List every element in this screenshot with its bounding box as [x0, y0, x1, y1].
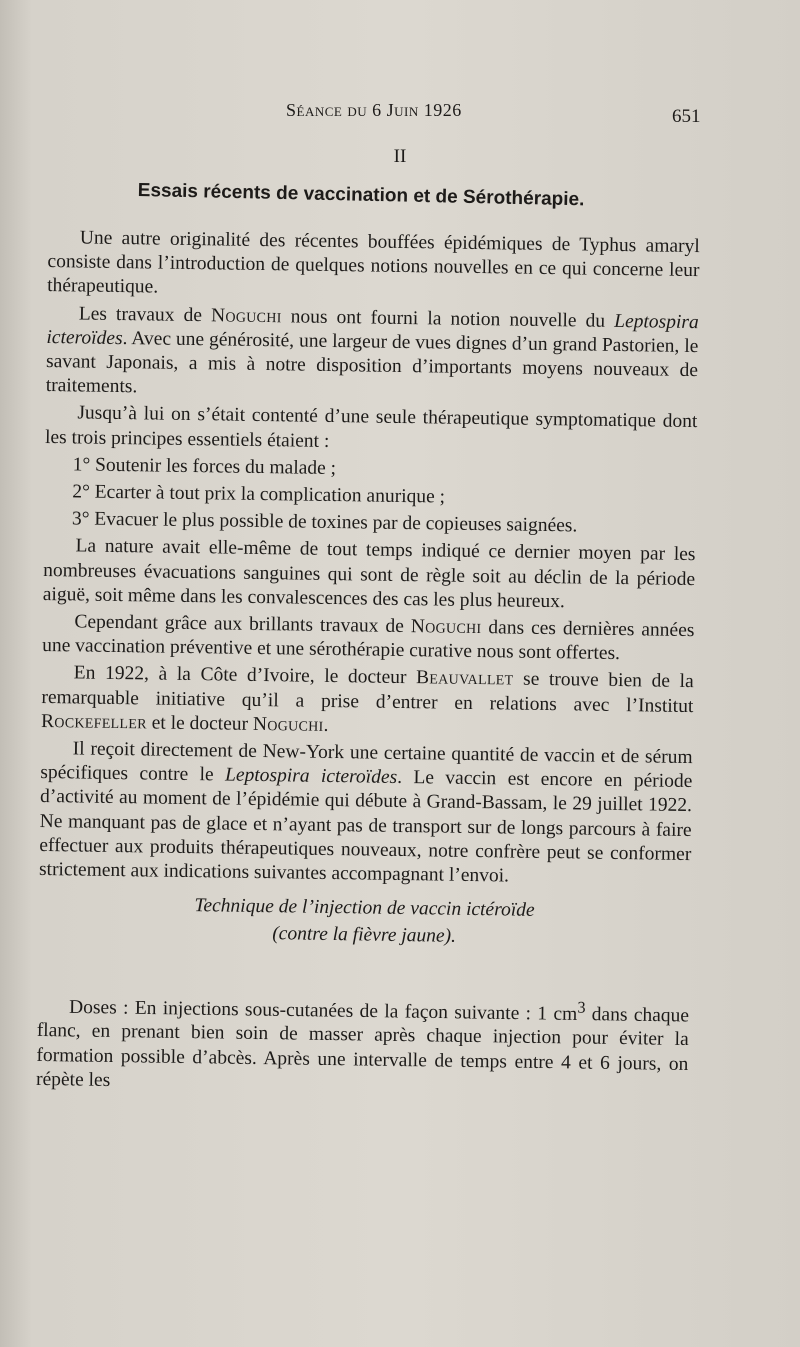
paragraph-3: Jusqu’à lui on s’était contenté d’une seule thérapeutique symptomatique dont les trois principes essentiels étaient :	[44, 402, 698, 452]
p2-text-after: . Avec une générosité, une largeur de vues dignes d’un grand Pastorien, le savant Japonais, a mis à notre disposition d’importants moyens nouveaux de traitements.	[45, 327, 699, 398]
author-name-beauvallet: Beauvallet	[415, 667, 514, 690]
paragraph-1: Une autre originalité des récentes bouffées épidémiques de Typhus amaryl consiste dans l’introduction de quelques notions nouvelles en ce qui concerne leur thérapeutique.	[47, 227, 700, 298]
page-header	[0, 92, 800, 132]
p8-text-before: Doses : En injections sous-cutanées de la façon suivante : 1 cm	[68, 996, 578, 1025]
p6-text-mid: se trouve bien de la remarquable initiative qu’il a prise d’entrer en relations avec l’Institut	[41, 668, 694, 717]
running-head: Séance du 6 Juin 1926	[286, 100, 462, 120]
author-name-noguchi: Noguchi	[252, 713, 324, 736]
paragraph-8	[36, 988, 689, 1101]
paragraph-5	[42, 610, 695, 668]
p8-superscript: 3	[577, 998, 586, 1017]
species-name: Leptospira icteroïdes	[224, 764, 398, 789]
list-item-3: 3° Evacuer le plus possible de toxines par de copieuses saignées.	[71, 508, 578, 537]
p5-text-before: Cependant grâce aux brillants travaux de	[74, 611, 411, 638]
author-name-noguchi: Noguchi	[410, 616, 482, 639]
p6-text-before: En 1922, à la Côte d’Ivoire, le docteur	[73, 662, 417, 689]
caption-line-2: (contre la fièvre jaune).	[272, 923, 457, 948]
institute-name-rockefeller: Rockefeller	[40, 710, 147, 734]
p7-text-after: . Le vaccin est encore en période d’activité au moment de l’épidémie qui débute à Grand-Bassam, le 29 juillet 1922. Ne manquant pas de glace et n’ayant pas de transport sur de longs parcours à faire effectuer aux produits thérapeutiques nouveaux, notre confrère peut se conformer strictement aux indications suivantes accompagnant l’envoi.	[38, 767, 693, 887]
body-text	[36, 226, 700, 1101]
species-name: Leptospira icteroïdes	[46, 310, 699, 349]
p6-text-mid2: et le docteur	[146, 712, 254, 735]
p2-text-mid: nous ont fourni la notion nouvelle du	[281, 305, 615, 332]
p7-text-before: Il reçoit directement de New-York une certaine quantité de vaccin et de sérum spécifiques contre le	[40, 738, 693, 786]
p5-text-after: dans ces dernières années une vaccination préventive et une sérothérapie curative nous sont offertes.	[41, 617, 695, 665]
section-numeral: II	[393, 146, 407, 167]
p2-text-before: Les travaux de	[78, 303, 212, 326]
subsection-caption	[38, 892, 691, 953]
author-name-noguchi: Noguchi	[210, 304, 282, 327]
list-item-2: 2° Ecarter à tout prix la complication anurique ;	[72, 481, 446, 508]
caption-line-1: Technique de l’injection de vaccin ictéroïde	[194, 895, 535, 922]
paragraph-4: La nature avait elle-même de tout temps indiqué ce dernier moyen par les nombreuses évacuations sanguines qui sont de règle soit au déclin de la période aiguë, soit même dans les convalescences des cas les plus heureux.	[42, 535, 696, 613]
p8-text-after: dans chaque flanc, en prenant bien soin de masser après chaque injection pour éviter la formation possible d’abcès. Après une intervalle de temps entre 4 et 6 jours, on répète les	[35, 1003, 690, 1091]
paragraph-2	[46, 302, 699, 408]
p6-text-after: .	[323, 714, 329, 736]
page-number: 651	[672, 106, 701, 127]
paragraph-7	[39, 737, 693, 891]
section-title: Essais récents de vaccination et de Sérothérapie.	[137, 180, 585, 211]
list-item-1: 1° Soutenir les forces du malade ;	[72, 454, 337, 479]
paragraph-6	[41, 661, 694, 743]
